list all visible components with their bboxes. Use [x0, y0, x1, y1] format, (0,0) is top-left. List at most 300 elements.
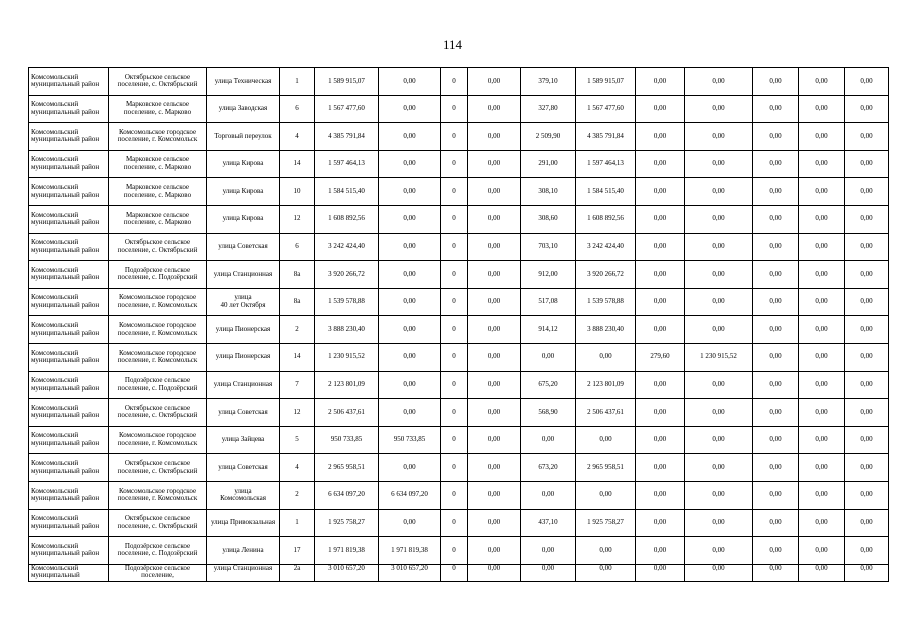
amount-cell: 0,00 — [799, 178, 845, 206]
amount-cell: 0,00 — [468, 178, 521, 206]
area-cell: 673,20 — [521, 454, 576, 482]
house-number-cell: 1 — [280, 509, 315, 537]
settlement-cell: Октябрьское сельское поселение, с. Октябрьский — [109, 68, 207, 96]
amount-cell: 0,00 — [799, 288, 845, 316]
amount-cell: 0,00 — [379, 509, 441, 537]
amount-cell: 0,00 — [468, 123, 521, 151]
district-cell: Комсомольский муниципальный район — [29, 288, 109, 316]
amount-cell: 1 539 578,88 — [576, 288, 636, 316]
amount-cell: 1 589 915,07 — [576, 68, 636, 96]
district-cell: Комсомольский муниципальный район — [29, 261, 109, 289]
amount-cell: 0,00 — [845, 68, 889, 96]
street-cell: улица Привокзальная — [207, 509, 280, 537]
district-cell: Комсомольский муниципальный район — [29, 481, 109, 509]
settlement-cell: Подозёрское сельское поселение, — [109, 564, 207, 581]
total-cost-cell: 1 589 915,07 — [315, 68, 379, 96]
count-cell: 0 — [441, 95, 468, 123]
amount-cell: 3 010 657,20 — [379, 564, 441, 581]
street-cell: улица Кирова — [207, 178, 280, 206]
street-cell: улица Кирова — [207, 205, 280, 233]
amount-cell: 0,00 — [379, 343, 441, 371]
amount-cell: 2 965 958,51 — [576, 454, 636, 482]
amount-cell: 0,00 — [576, 481, 636, 509]
amount-cell: 0,00 — [753, 426, 799, 454]
amount-cell: 0,00 — [685, 454, 753, 482]
amount-cell: 4 385 791,84 — [576, 123, 636, 151]
house-number-cell: 14 — [280, 343, 315, 371]
amount-cell: 0,00 — [379, 150, 441, 178]
total-cost-cell: 4 385 791,84 — [315, 123, 379, 151]
street-cell: улица Техническая — [207, 68, 280, 96]
amount-cell: 0,00 — [379, 205, 441, 233]
amount-cell: 0,00 — [379, 178, 441, 206]
settlement-cell: Комсомольское городское поселение, г. Комсомольск — [109, 288, 207, 316]
amount-cell: 0,00 — [799, 316, 845, 344]
area-cell: 914,12 — [521, 316, 576, 344]
district-cell: Комсомольский муниципальный район — [29, 509, 109, 537]
amount-cell: 0,00 — [845, 205, 889, 233]
amount-cell: 0,00 — [468, 564, 521, 581]
amount-cell: 0,00 — [799, 509, 845, 537]
amount-cell: 2 123 801,09 — [576, 371, 636, 399]
total-cost-cell: 6 634 097,20 — [315, 481, 379, 509]
house-number-cell: 1 — [280, 68, 315, 96]
table-row — [29, 68, 889, 96]
settlement-cell: Октябрьское сельское поселение, с. Октябрьский — [109, 399, 207, 427]
amount-cell: 0,00 — [576, 564, 636, 581]
district-cell: Комсомольский муниципальный район — [29, 426, 109, 454]
area-cell: 0,00 — [521, 343, 576, 371]
street-cell: улица Станционная — [207, 261, 280, 289]
amount-cell: 0,00 — [753, 288, 799, 316]
count-cell: 0 — [441, 205, 468, 233]
street-cell: улица Зайцева — [207, 426, 280, 454]
amount-cell: 3 242 424,40 — [576, 233, 636, 261]
amount-cell: 0,00 — [379, 68, 441, 96]
amount-cell: 1 584 515,40 — [576, 178, 636, 206]
area-cell: 703,10 — [521, 233, 576, 261]
amount-cell: 1 608 892,56 — [576, 205, 636, 233]
amount-cell: 1 925 758,27 — [576, 509, 636, 537]
street-cell: улица Ленина — [207, 537, 280, 565]
amount-cell: 0,00 — [685, 150, 753, 178]
amount-cell: 0,00 — [468, 68, 521, 96]
amount-cell: 0,00 — [379, 123, 441, 151]
amount-cell: 0,00 — [753, 95, 799, 123]
amount-cell: 0,00 — [799, 205, 845, 233]
total-cost-cell: 1 608 892,56 — [315, 205, 379, 233]
amount-cell: 0,00 — [799, 426, 845, 454]
street-cell: улица Кирова — [207, 150, 280, 178]
amount-cell: 0,00 — [685, 399, 753, 427]
house-number-cell: 12 — [280, 399, 315, 427]
area-cell: 0,00 — [636, 454, 685, 482]
street-cell: улица Станционная — [207, 371, 280, 399]
settlement-cell: Подозёрское сельское поселение, с. Подозёрский — [109, 261, 207, 289]
amount-cell: 0,00 — [799, 537, 845, 565]
count-cell: 0 — [441, 564, 468, 581]
amount-cell: 0,00 — [468, 454, 521, 482]
amount-cell: 0,00 — [468, 233, 521, 261]
amount-cell: 0,00 — [799, 399, 845, 427]
settlement-cell: Октябрьское сельское поселение, с. Октябрьский — [109, 233, 207, 261]
amount-cell: 0,00 — [685, 68, 753, 96]
amount-cell: 0,00 — [799, 371, 845, 399]
table-row — [29, 150, 889, 178]
amount-cell: 0,00 — [845, 150, 889, 178]
total-cost-cell: 1 597 464,13 — [315, 150, 379, 178]
count-cell: 0 — [441, 343, 468, 371]
amount-cell: 0,00 — [379, 454, 441, 482]
count-cell: 0 — [441, 316, 468, 344]
settlement-cell: Марковское сельское поселение, с. Марково — [109, 95, 207, 123]
works-table — [28, 67, 889, 582]
area-cell: 0,00 — [636, 399, 685, 427]
amount-cell: 0,00 — [845, 343, 889, 371]
street-cell: улица Пионерская — [207, 343, 280, 371]
table-row — [29, 288, 889, 316]
table-row — [29, 205, 889, 233]
amount-cell: 0,00 — [753, 399, 799, 427]
amount-cell: 0,00 — [845, 178, 889, 206]
district-cell: Комсомольский муниципальный район — [29, 178, 109, 206]
area-cell: 0,00 — [636, 509, 685, 537]
amount-cell: 0,00 — [799, 123, 845, 151]
settlement-cell: Марковское сельское поселение, с. Марково — [109, 150, 207, 178]
amount-cell: 1 230 915,52 — [685, 343, 753, 371]
amount-cell: 0,00 — [799, 343, 845, 371]
page-number: 114 — [442, 37, 463, 52]
table-row — [29, 426, 889, 454]
table-row — [29, 233, 889, 261]
total-cost-cell: 950 733,85 — [315, 426, 379, 454]
count-cell: 0 — [441, 481, 468, 509]
amount-cell: 0,00 — [845, 123, 889, 151]
street-cell: улица Советская — [207, 399, 280, 427]
count-cell: 0 — [441, 454, 468, 482]
district-cell: Комсомольский муниципальный район — [29, 123, 109, 151]
street-cell: улица 40 лет Октября — [207, 288, 280, 316]
amount-cell: 0,00 — [845, 233, 889, 261]
area-cell: 0,00 — [521, 564, 576, 581]
house-number-cell: 8а — [280, 261, 315, 289]
area-cell: 279,60 — [636, 343, 685, 371]
count-cell: 0 — [441, 233, 468, 261]
table-row — [29, 371, 889, 399]
amount-cell: 0,00 — [379, 261, 441, 289]
district-cell: Комсомольский муниципальный район — [29, 537, 109, 565]
total-cost-cell: 2 123 801,09 — [315, 371, 379, 399]
amount-cell: 0,00 — [799, 261, 845, 289]
amount-cell: 0,00 — [753, 261, 799, 289]
area-cell: 0,00 — [636, 95, 685, 123]
amount-cell: 0,00 — [845, 288, 889, 316]
total-cost-cell: 1 539 578,88 — [315, 288, 379, 316]
amount-cell: 0,00 — [468, 261, 521, 289]
amount-cell: 0,00 — [468, 95, 521, 123]
table-row — [29, 454, 889, 482]
amount-cell: 0,00 — [685, 371, 753, 399]
amount-cell: 0,00 — [576, 426, 636, 454]
total-cost-cell: 1 925 758,27 — [315, 509, 379, 537]
amount-cell: 0,00 — [685, 123, 753, 151]
amount-cell: 0,00 — [753, 454, 799, 482]
area-cell: 0,00 — [636, 150, 685, 178]
amount-cell: 0,00 — [845, 399, 889, 427]
area-cell: 308,60 — [521, 205, 576, 233]
house-number-cell: 17 — [280, 537, 315, 565]
amount-cell: 0,00 — [685, 178, 753, 206]
amount-cell: 6 634 097,20 — [379, 481, 441, 509]
amount-cell: 0,00 — [753, 564, 799, 581]
house-number-cell: 7 — [280, 371, 315, 399]
house-number-cell: 14 — [280, 150, 315, 178]
house-number-cell: 12 — [280, 205, 315, 233]
amount-cell: 0,00 — [468, 537, 521, 565]
area-cell: 0,00 — [636, 481, 685, 509]
area-cell: 675,20 — [521, 371, 576, 399]
area-cell: 0,00 — [636, 564, 685, 581]
total-cost-cell: 3 010 657,20 — [315, 564, 379, 581]
area-cell: 0,00 — [636, 68, 685, 96]
area-cell: 912,00 — [521, 261, 576, 289]
amount-cell: 0,00 — [685, 481, 753, 509]
amount-cell: 0,00 — [799, 481, 845, 509]
amount-cell: 0,00 — [685, 261, 753, 289]
amount-cell: 1 597 464,13 — [576, 150, 636, 178]
count-cell: 0 — [441, 150, 468, 178]
settlement-cell: Комсомольское городское поселение, г. Комсомольск — [109, 481, 207, 509]
amount-cell: 0,00 — [685, 288, 753, 316]
area-cell: 0,00 — [636, 123, 685, 151]
area-cell: 0,00 — [636, 371, 685, 399]
district-cell: Комсомольский муниципальный район — [29, 95, 109, 123]
amount-cell: 0,00 — [845, 454, 889, 482]
amount-cell: 0,00 — [845, 426, 889, 454]
amount-cell: 0,00 — [468, 343, 521, 371]
amount-cell: 0,00 — [845, 95, 889, 123]
amount-cell: 0,00 — [753, 233, 799, 261]
amount-cell: 0,00 — [753, 316, 799, 344]
street-cell: улица Советская — [207, 454, 280, 482]
amount-cell: 0,00 — [379, 316, 441, 344]
street-cell: улица Советская — [207, 233, 280, 261]
amount-cell: 0,00 — [845, 261, 889, 289]
area-cell: 327,80 — [521, 95, 576, 123]
district-cell: Комсомольский муниципальный — [29, 564, 109, 581]
table-row — [29, 261, 889, 289]
area-cell: 2 509,90 — [521, 123, 576, 151]
total-cost-cell: 2 506 437,61 — [315, 399, 379, 427]
settlement-cell: Комсомольское городское поселение, г. Комсомольск — [109, 426, 207, 454]
amount-cell: 0,00 — [799, 150, 845, 178]
total-cost-cell: 2 965 958,51 — [315, 454, 379, 482]
amount-cell: 0,00 — [753, 509, 799, 537]
district-cell: Комсомольский муниципальный район — [29, 233, 109, 261]
amount-cell: 0,00 — [685, 95, 753, 123]
amount-cell: 0,00 — [468, 371, 521, 399]
amount-cell: 0,00 — [799, 564, 845, 581]
count-cell: 0 — [441, 178, 468, 206]
settlement-cell: Комсомольское городское поселение, г. Комсомольск — [109, 316, 207, 344]
amount-cell: 0,00 — [576, 343, 636, 371]
amount-cell: 0,00 — [468, 316, 521, 344]
settlement-cell: Комсомольское городское поселение, г. Комсомольск — [109, 343, 207, 371]
table-row — [29, 399, 889, 427]
amount-cell: 0,00 — [753, 371, 799, 399]
house-number-cell: 10 — [280, 178, 315, 206]
amount-cell: 1 971 819,38 — [379, 537, 441, 565]
area-cell: 0,00 — [636, 261, 685, 289]
amount-cell: 0,00 — [799, 95, 845, 123]
district-cell: Комсомольский муниципальный район — [29, 454, 109, 482]
amount-cell: 0,00 — [799, 454, 845, 482]
count-cell: 0 — [441, 426, 468, 454]
area-cell: 517,08 — [521, 288, 576, 316]
amount-cell: 0,00 — [685, 537, 753, 565]
street-cell: улица Заводская — [207, 95, 280, 123]
settlement-cell: Подозёрское сельское поселение, с. Подозёрский — [109, 371, 207, 399]
house-number-cell: 8а — [280, 288, 315, 316]
area-cell: 437,10 — [521, 509, 576, 537]
house-number-cell: 6 — [280, 95, 315, 123]
amount-cell: 0,00 — [685, 426, 753, 454]
house-number-cell: 2а — [280, 564, 315, 581]
settlement-cell: Октябрьское сельское поселение, с. Октябрьский — [109, 454, 207, 482]
amount-cell: 0,00 — [685, 233, 753, 261]
district-cell: Комсомольский муниципальный район — [29, 371, 109, 399]
area-cell: 0,00 — [636, 205, 685, 233]
amount-cell: 0,00 — [753, 150, 799, 178]
area-cell: 0,00 — [521, 426, 576, 454]
amount-cell: 3 888 230,40 — [576, 316, 636, 344]
amount-cell: 0,00 — [468, 150, 521, 178]
house-number-cell: 6 — [280, 233, 315, 261]
amount-cell: 0,00 — [468, 509, 521, 537]
amount-cell: 0,00 — [753, 123, 799, 151]
total-cost-cell: 1 230 915,52 — [315, 343, 379, 371]
amount-cell: 0,00 — [753, 481, 799, 509]
area-cell: 291,00 — [521, 150, 576, 178]
area-cell: 568,90 — [521, 399, 576, 427]
table-row — [29, 178, 889, 206]
settlement-cell: Марковское сельское поселение, с. Марково — [109, 205, 207, 233]
amount-cell: 0,00 — [468, 205, 521, 233]
settlement-cell: Марковское сельское поселение, с. Марково — [109, 178, 207, 206]
count-cell: 0 — [441, 537, 468, 565]
area-cell: 0,00 — [636, 426, 685, 454]
street-cell: улица Комсомольская — [207, 481, 280, 509]
area-cell: 0,00 — [636, 178, 685, 206]
house-number-cell: 4 — [280, 123, 315, 151]
district-cell: Комсомольский муниципальный район — [29, 399, 109, 427]
amount-cell: 0,00 — [685, 509, 753, 537]
amount-cell: 0,00 — [753, 205, 799, 233]
area-cell: 0,00 — [636, 537, 685, 565]
district-cell: Комсомольский муниципальный район — [29, 68, 109, 96]
count-cell: 0 — [441, 399, 468, 427]
amount-cell: 0,00 — [468, 426, 521, 454]
table-row — [29, 343, 889, 371]
count-cell: 0 — [441, 68, 468, 96]
amount-cell: 0,00 — [468, 288, 521, 316]
count-cell: 0 — [441, 288, 468, 316]
amount-cell: 2 506 437,61 — [576, 399, 636, 427]
amount-cell: 0,00 — [753, 178, 799, 206]
total-cost-cell: 1 971 819,38 — [315, 537, 379, 565]
amount-cell: 0,00 — [685, 564, 753, 581]
area-cell: 379,10 — [521, 68, 576, 96]
total-cost-cell: 1 567 477,60 — [315, 95, 379, 123]
total-cost-cell: 1 584 515,40 — [315, 178, 379, 206]
settlement-cell: Подозёрское сельское поселение, с. Подозёрский — [109, 537, 207, 565]
table-row — [29, 509, 889, 537]
settlement-cell: Октябрьское сельское поселение, с. Октябрьский — [109, 509, 207, 537]
amount-cell: 0,00 — [468, 399, 521, 427]
count-cell: 0 — [441, 123, 468, 151]
area-cell: 0,00 — [636, 316, 685, 344]
street-cell: Торговый переулок — [207, 123, 280, 151]
street-cell: улица Пионерская — [207, 316, 280, 344]
area-cell: 0,00 — [521, 537, 576, 565]
amount-cell: 0,00 — [685, 316, 753, 344]
total-cost-cell: 3 242 424,40 — [315, 233, 379, 261]
amount-cell: 0,00 — [685, 205, 753, 233]
total-cost-cell: 3 920 266,72 — [315, 261, 379, 289]
settlement-cell: Комсомольское городское поселение, г. Комсомольск — [109, 123, 207, 151]
count-cell: 0 — [441, 371, 468, 399]
amount-cell: 0,00 — [845, 371, 889, 399]
amount-cell: 0,00 — [845, 481, 889, 509]
amount-cell: 0,00 — [753, 68, 799, 96]
amount-cell: 0,00 — [845, 564, 889, 581]
count-cell: 0 — [441, 509, 468, 537]
district-cell: Комсомольский муниципальный район — [29, 205, 109, 233]
district-cell: Комсомольский муниципальный район — [29, 150, 109, 178]
amount-cell: 0,00 — [379, 95, 441, 123]
amount-cell: 0,00 — [753, 343, 799, 371]
area-cell: 308,10 — [521, 178, 576, 206]
house-number-cell: 4 — [280, 454, 315, 482]
house-number-cell: 2 — [280, 481, 315, 509]
street-cell: улица Станционная — [207, 564, 280, 581]
area-cell: 0,00 — [636, 288, 685, 316]
amount-cell: 0,00 — [576, 537, 636, 565]
table-row — [29, 123, 889, 151]
area-cell: 0,00 — [521, 481, 576, 509]
amount-cell: 0,00 — [468, 481, 521, 509]
amount-cell: 0,00 — [379, 399, 441, 427]
amount-cell: 0,00 — [379, 371, 441, 399]
table-row — [29, 95, 889, 123]
amount-cell: 0,00 — [845, 509, 889, 537]
amount-cell: 0,00 — [379, 233, 441, 261]
table-row — [29, 564, 889, 581]
table-row — [29, 481, 889, 509]
amount-cell: 0,00 — [753, 537, 799, 565]
table-row — [29, 537, 889, 565]
house-number-cell: 5 — [280, 426, 315, 454]
total-cost-cell: 3 888 230,40 — [315, 316, 379, 344]
amount-cell: 1 567 477,60 — [576, 95, 636, 123]
amount-cell: 0,00 — [799, 233, 845, 261]
amount-cell: 0,00 — [845, 316, 889, 344]
table-row — [29, 316, 889, 344]
amount-cell: 0,00 — [379, 288, 441, 316]
amount-cell: 950 733,85 — [379, 426, 441, 454]
area-cell: 0,00 — [636, 233, 685, 261]
house-number-cell: 2 — [280, 316, 315, 344]
